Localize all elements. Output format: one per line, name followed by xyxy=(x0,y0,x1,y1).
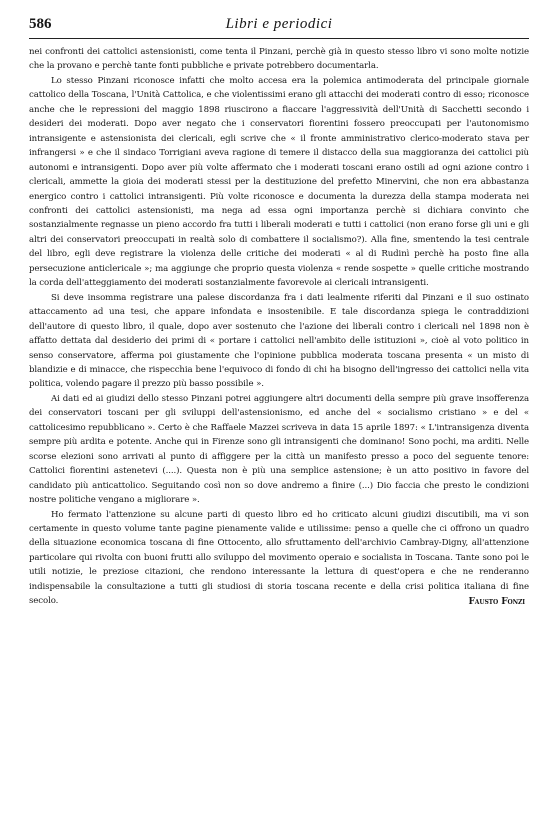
review-body xyxy=(29,45,529,609)
paragraph-3: Si deve insomma registrare una palese discordanza fra i dati lealmente riferiti dal Pinzani e il suo ostinato attaccamento ad una tesi, che appare infondata e insostenibile. E tale discordanza spiega le contraddizioni dell'autore di questo libro, il quale, dopo aver sostenuto che l'azione dei liberali contro i clericali nel 1898 non è affatto dettata dal desiderio dei primi di « portare i cattolici nell'ambito delle istituzioni », cioè al voto politico in senso conservatore, afferma poi giustamente che l'opinione pubblica moderata toscana presenta « un misto di blandizie e di minacce, che rispecchia bene l'equivoco di fondo di chi ha bisogno dell'ingresso dei cattolici nella vita politica, volendo pagare il prezzo più basso possibile ». xyxy=(29,292,529,390)
paragraph-5: Ho fermato l'attenzione su alcune parti di questo libro ed ho criticato alcuni giudizi discutibili, ma vi son certamente in questo volume tante pagine pienamente valide e utilissime: penso a quelle che ci offrono un quadro della situazione economica toscana di fine Ottocento, allo sfruttamento dell'archivio Cambray-Digny, all'attenzione particolare qui rivolta con buoni frutti allo sviluppo del movimento operaio e socialista in Toscana. Tante sono poi le utili notizie, le preziose citazioni, che rendono interessante la lettura di quest'opera e che ne renderanno indispensabile la consultazione a tutti gli studiosi di storia toscana recente e della crisi politica italiana di fine secolo. xyxy=(29,509,529,607)
header-rule xyxy=(29,38,529,39)
paragraph-2: Lo stesso Pinzani riconosce infatti che molto accesa era la polemica antimoderata del principale giornale cattolico della Toscana, l'Unità Cattolica, e che violentissimi erano gli attacchi dei moderati contro di esso; riconosce anche che le repressioni del maggio 1898 riuscirono a fiaccare l'aggressività dell'Unità di Sacchetti secondo i desideri dei moderati. Dopo aver negato che i conservatori fiorentini fossero preoccupati per l'autonomismo intransigente e astensionista dei clericali, egli scrive che « il fronte amministrativo clerico-moderato stava per infrangersi » e che il sindaco Torrigiani aveva ragione di temere il distacco della sua maggioranza dei cattolici più autonomi e intransigenti. Dopo aver più volte affermato che i moderati toscani erano ostili ad ogni azione contro i clericali, ammette la gioia dei moderati stessi per la destituzione del prefetto Minervini, che non era abbastanza energico contro i cattolici intransigenti. Più volte riconosce e documenta la durezza della stampa moderata nei confronti dei cattolici astensionisti, ma nega ad essa ogni importanza perchè si dichiara convinto che sostanzialmente regnasse un pieno accordo fra tutti i liberali moderati e tutti i cattolici (non erano forse gli uni e gli altri dei conservatori preoccupati in realtà solo di combattere il socialismo?). Alla fine, smentendo la tesi centrale del libro, egli deve registrare la violenza delle critiche dei moderati « al di Rudinì perchè ha posto fine alla persecuzione anticlericale »; ma aggiunge che proprio questa violenza « rende sospette » quelle critiche mostrando la corda dell'atteggiamento dei moderati sostanzialmente favorevole ai clericali intransigenti. xyxy=(29,75,529,289)
running-title: Libri e periodici xyxy=(225,16,333,32)
paragraph-1: nei confronti dei cattolici astensionisti, come tenta il Pinzani, perchè già in questo stesso libro vi sono molte notizie che la provano e perchè tante fonti pubbliche e private potrebbero documentarla. xyxy=(29,47,529,72)
author-signature: Fausto Fonzi xyxy=(468,596,525,607)
page-header xyxy=(29,14,529,36)
paragraph-4: Ai dati ed ai giudizi dello stesso Pinzani potrei aggiungere altri documenti della sempre più grave insofferenza dei conservatori toscani per gli sviluppi dell'astensionismo, ed anche del « socialismo cristiano » e del « cattolicesimo repubblicano ». Certo è che Raffaele Mazzei scriveva in data 15 aprile 1897: « L'intransigenza diventa sempre più ardita e potente. Anche qui in Firenze sono gli intransigenti che dominano! Sono pochi, ma arditi. Nelle scorse elezioni sono arrivati al punto di affiggere per la città un manifesto presso a poco del seguente tenore: Cattolici fiorentini astenetevi (....). Questa non è più una semplice astensione; è un atto positivo in favore del candidato più anticattolico. Seguitando così non so dove andremo a finire (...) Dio faccia che presto le condizioni nostre politiche vengano a migliorare ». xyxy=(29,393,529,506)
page xyxy=(29,14,529,609)
page-number: 586 xyxy=(29,16,52,32)
